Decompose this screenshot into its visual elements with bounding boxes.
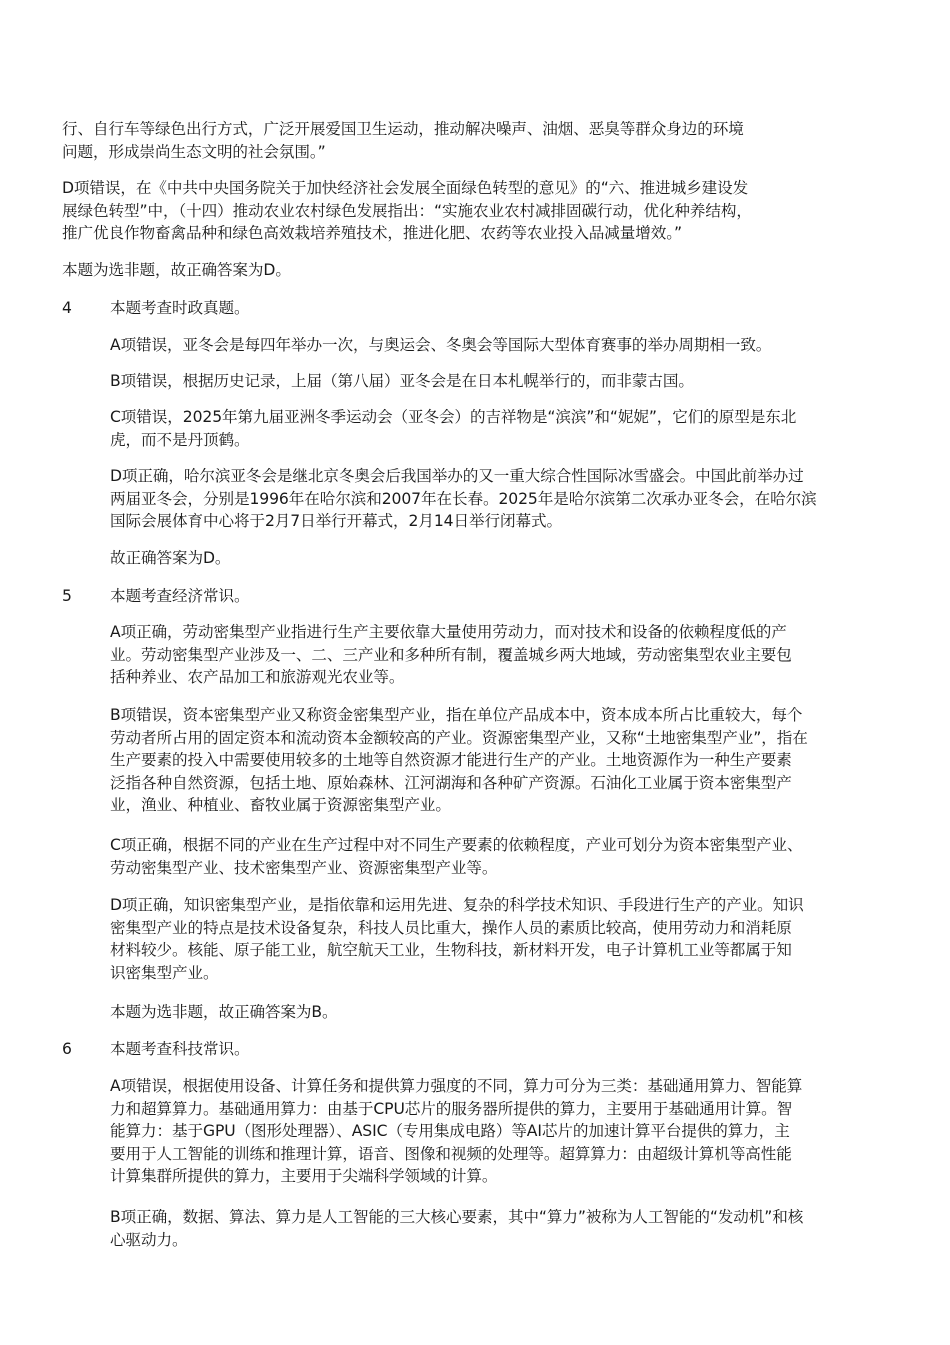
intro-paragraph-continuation: 行、自行车等绿色出行方式，广泛开展爱国卫生运动，推动解决噪声、油烟、恶臭等群众身边的环境 问题，形成崇尚生态文明的社会氛围。” [62, 120, 744, 161]
intro-option-d: D项错误，在《中共中央国务院关于加快经济社会发展全面绿色转型的意见》的“六、推进城乡建设发 展绿色转型”中，（十四）推动农业农村绿色发展指出：“实施农业农村减排固碳行动，优化种养结构， 推广优良作物畜禽品种和绿色高效栽培养殖技术，推进化肥、农药等农业投入品减量增效。” [62, 179, 752, 242]
question-4-option-c: C项错误，2025年第九届亚洲冬季运动会（亚冬会）的吉祥物是“滨滨”和“妮妮”，它们的原型是东北 虎，而不是丹顶鹤。 [110, 408, 797, 449]
question-5-option-a: A项正确，劳动密集型产业指进行生产主要依靠大量使用劳动力，而对技术和设备的依赖程度低的产 业。劳动密集型产业涉及一、二、三产业和多种所有制，覆盖城乡两大地域，劳动密集型农业主要包 括种养业、农产品加工和旅游观光农业等。 [110, 623, 792, 686]
question-4-title: 本题考查时政真题。 [110, 299, 250, 317]
question-5-option-b: B项错误，资本密集型产业又称资金密集型产业，指在单位产品成本中，资本成本所占比重较大，每个 劳动者所占用的固定资本和流动资本金额较高的产业。资源密集型产业，又称“土地密集型产业”，指在 生产要素的投入中需要使用较多的土地等自然资源才能进行生产的产业。土地资源作为一种生产要素 泛指各种自然资源，包括土地、原始森林、江河湖海和各种矿产资源。石油化工业属于资本密集型产 业，渔业、种植业、畜牧业属于资源密集型产业。 [110, 706, 808, 814]
question-4-number: 4 [62, 299, 72, 317]
question-5-title: 本题考查经济常识。 [110, 587, 250, 605]
question-5-number: 5 [62, 587, 72, 605]
question-4-option-d: D项正确，哈尔滨亚冬会是继北京冬奥会后我国举办的又一重大综合性国际冰雪盛会。中国此前举办过 两届亚冬会，分别是1996年在哈尔滨和2007年在长春。2025年是哈尔滨第二次承办亚冬会，在哈尔滨 国际会展体育中心将于2月7日举行开幕式，2月14日举行闭幕式。 [110, 467, 817, 530]
question-4-option-b: B项错误，根据历史记录，上届（第八届）亚冬会是在日本札幌举行的，而非蒙古国。 [110, 372, 694, 390]
question-5-option-d: D项正确，知识密集型产业，是指依靠和运用先进、复杂的科学技术知识、手段进行生产的产业。知识 密集型产业的特点是技术设备复杂，科技人员比重大，操作人员的素质比较高，使用劳动力和消耗原 材料较少。核能、原子能工业，航空航天工业，生物科技，新材料开发，电子计算机工业等都属于知 识密集型产业。 [110, 896, 804, 982]
question-6-option-a: A项错误，根据使用设备、计算任务和提供算力强度的不同，算力可分为三类：基础通用算力、智能算 力和超算算力。基础通用算力：由基于CPU芯片的服务器所提供的算力，主要用于基础通用计算。智 能算力：基于GPU（图形处理器）、ASIC（专用集成电路）等AI芯片的加速计算平台提供的算力，主 要用于人工智能的训练和推理计算，语音、图像和视频的处理等。超算算力：由超级计算机等高性能 计算集群所提供的算力，主要用于尖端科学领域的计算。 [110, 1077, 803, 1185]
question-4-option-a: A项错误，亚冬会是每四年举办一次，与奥运会、冬奥会等国际大型体育赛事的举办周期相一致。 [110, 336, 772, 354]
intro-answer: 本题为选非题，故正确答案为D。 [62, 261, 291, 279]
question-6-number: 6 [62, 1040, 72, 1058]
question-4-answer: 故正确答案为D。 [110, 549, 231, 567]
question-6-title: 本题考查科技常识。 [110, 1040, 250, 1058]
question-5-answer: 本题为选非题，故正确答案为B。 [110, 1003, 338, 1021]
question-6-option-b: B项正确，数据、算法、算力是人工智能的三大核心要素，其中“算力”被称为人工智能的“发动机”和核 心驱动力。 [110, 1208, 804, 1249]
question-5-option-c: C项正确，根据不同的产业在生产过程中对不同生产要素的依赖程度，产业可划分为资本密集型产业、 劳动密集型产业、技术密集型产业、资源密集型产业等。 [110, 836, 803, 877]
